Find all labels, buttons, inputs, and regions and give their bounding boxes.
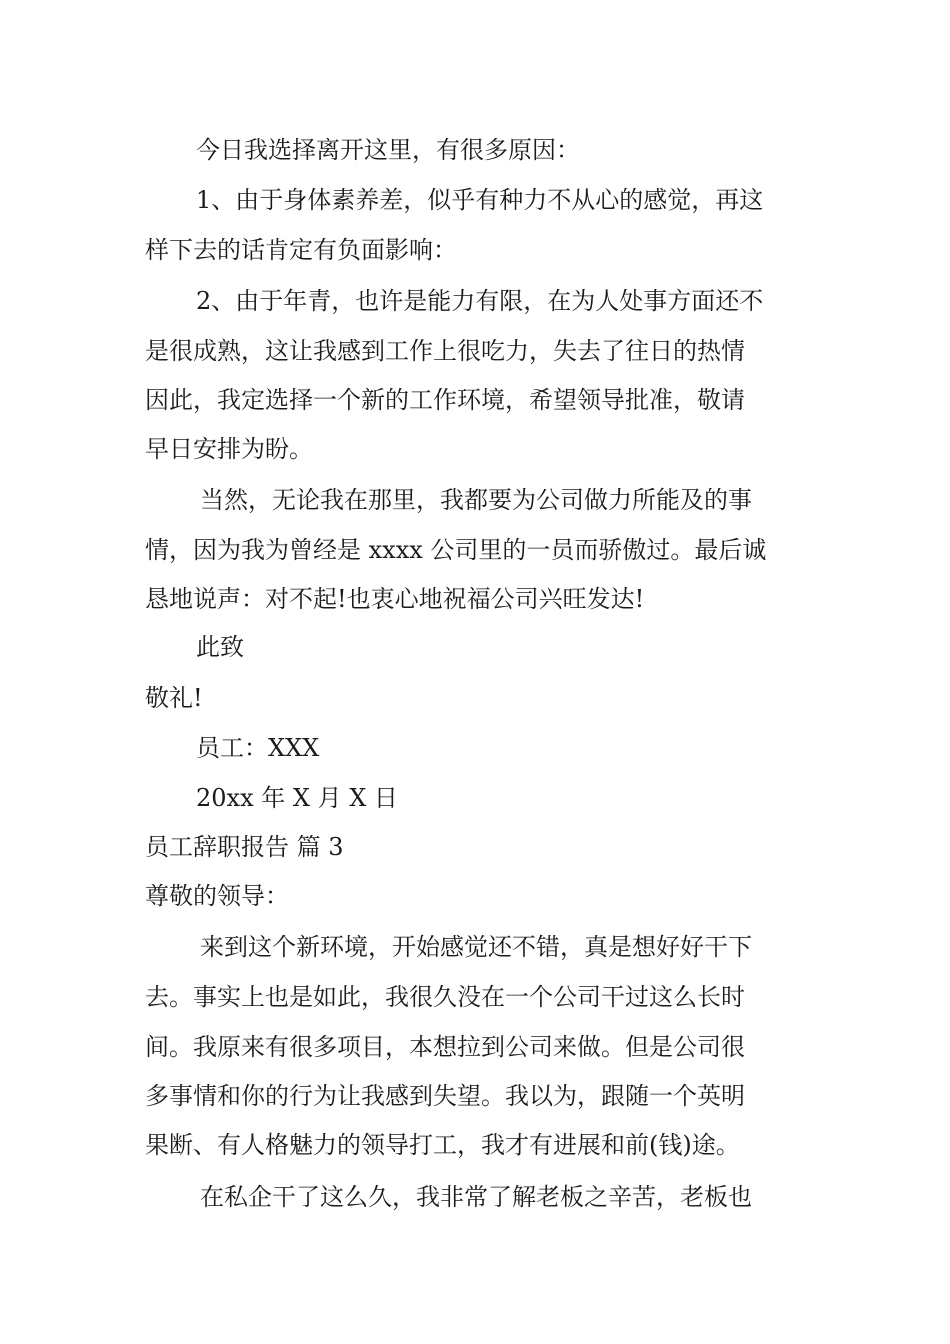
- paragraph-letter3-line-1: 来到这个新环境，开始感觉还不错，真是想好好干下: [200, 933, 752, 961]
- salutation-jingli: 敬礼!: [145, 684, 203, 712]
- paragraph-letter3-line-6: 在私企干了这么久，我非常了解老板之辛苦，老板也: [200, 1183, 752, 1211]
- paragraph-reason-2-line-1: 2、由于年青，也许是能力有限，在为人处事方面还不: [196, 287, 764, 315]
- paragraph-reasons-intro: 今日我选择离开这里，有很多原因：: [196, 136, 580, 164]
- paragraph-reason-1-line-2: 样下去的话肯定有负面影响：: [145, 236, 457, 264]
- paragraph-letter3-line-2: 去。事实上也是如此，我很久没在一个公司干过这么长时: [145, 983, 745, 1011]
- section-heading: 员工辞职报告 篇 3: [145, 833, 344, 861]
- paragraph-reason-2-line-2: 是很成熟，这让我感到工作上很吃力，失去了往日的热情: [145, 337, 745, 365]
- paragraph-reason-2-line-3: 因此，我定选择一个新的工作环境，希望领导批准，敬请: [145, 386, 745, 414]
- signature-employee: 员工：XXX: [196, 734, 320, 762]
- paragraph-letter3-line-4: 多事情和你的行为让我感到失望。我以为，跟随一个英明: [145, 1082, 745, 1110]
- paragraph-closing-line-1: 当然，无论我在那里，我都要为公司做力所能及的事: [200, 486, 752, 514]
- salutation-cizhi: 此致: [196, 633, 244, 661]
- paragraph-closing-line-3: 恳地说声：对不起!也衷心地祝福公司兴旺发达!: [145, 585, 645, 613]
- paragraph-closing-line-2: 情，因为我为曾经是 xxxx 公司里的一员而骄傲过。最后诚: [145, 536, 767, 564]
- letter-greeting: 尊敬的领导：: [145, 882, 289, 910]
- signature-date: 20xx 年 X 月 X 日: [196, 784, 398, 812]
- paragraph-reason-1-line-1: 1、由于身体素养差，似乎有种力不从心的感觉，再这: [196, 186, 764, 214]
- paragraph-letter3-line-5: 果断、有人格魅力的领导打工，我才有进展和前(钱)途。: [145, 1131, 740, 1159]
- paragraph-letter3-line-3: 间。我原来有很多项目，本想拉到公司来做。但是公司很: [145, 1033, 745, 1061]
- paragraph-reason-2-line-4: 早日安排为盼。: [145, 435, 313, 463]
